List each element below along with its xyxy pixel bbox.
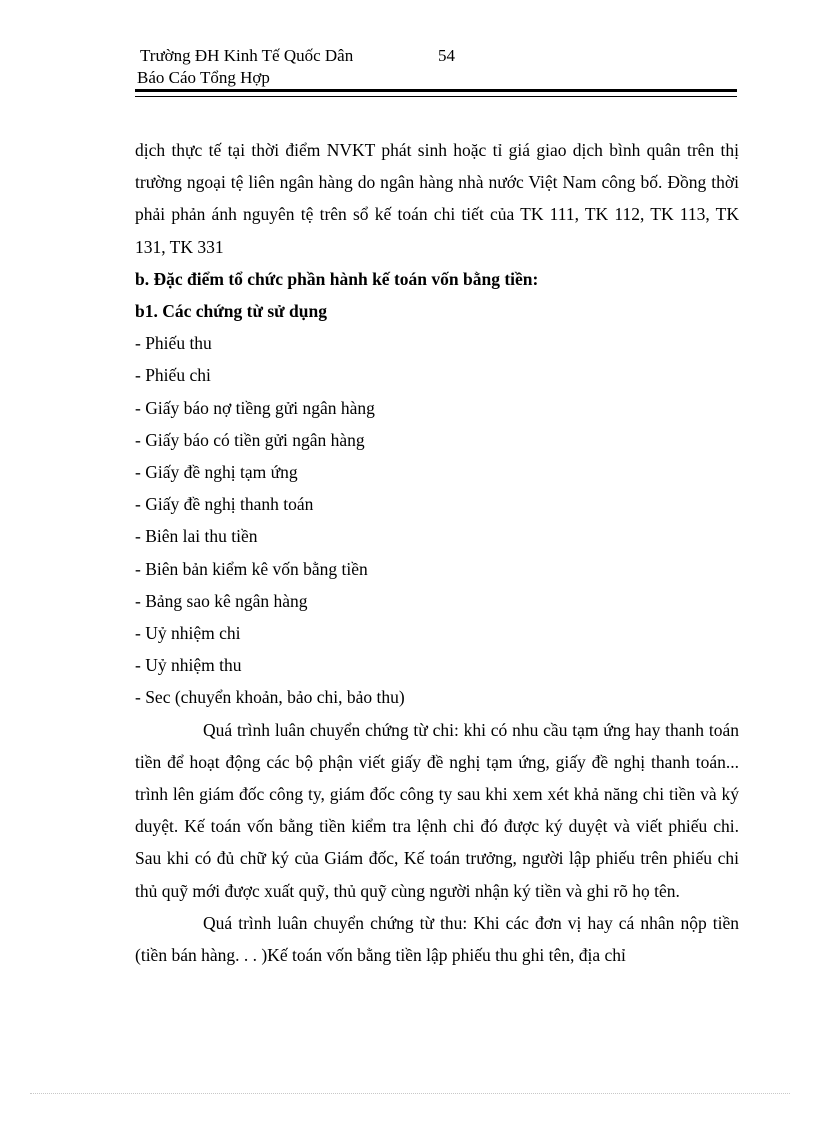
list-item: - Giấy báo có tiền gửi ngân hàng xyxy=(135,429,365,450)
list-item: - Phiếu chi xyxy=(135,365,211,386)
section-heading-b: b. Đặc điểm tổ chức phần hành kế toán vốn bằng tiền: xyxy=(135,268,539,289)
header-school-name: Trường ĐH Kinh Tế Quốc Dân xyxy=(140,46,354,65)
list-item: - Sec (chuyển khoản, bảo chi, bảo thu) xyxy=(135,687,405,708)
list-item: - Uỷ nhiệm thu xyxy=(135,655,242,676)
header-divider xyxy=(135,89,737,97)
document-body xyxy=(135,134,739,971)
paragraph-payment-flow: Quá trình luân chuyển chứng từ chi: khi có nhu cầu tạm ứng hay thanh toán tiền để hoạt động các bộ phận viết giấy đề nghị tạm ứng, giấy đề nghị thanh toán... trình lên giám đốc công ty, giám đốc công ty sau khi xem xét khả năng chi tiền và ký duyệt. Kế toán vốn bằng tiền kiểm tra lệnh chi đó được ký duyệt và viết phiếu chi. Sau khi có đủ chữ ký của Giám đốc, Kế toán trưởng, người lập phiếu trên phiếu chi thủ quỹ mới được xuất quỹ, thủ quỹ cùng người nhận ký tiền và ghi rõ họ tên. xyxy=(135,719,739,901)
list-item: - Uỷ nhiệm chi xyxy=(135,623,241,644)
list-item: - Giấy báo nợ tiềng gửi ngân hàng xyxy=(135,397,375,418)
list-item: - Giấy đề nghị tạm ứng xyxy=(135,462,298,483)
list-item: - Biên lai thu tiền xyxy=(135,526,258,547)
footer-divider xyxy=(30,1093,790,1094)
paragraph-receipt-flow: Quá trình luân chuyển chứng từ thu: Khi các đơn vị hay cá nhân nộp tiền (tiền bán hàng. . . )Kế toán vốn bằng tiền lập phiếu thu ghi tên, địa chỉ xyxy=(135,912,739,966)
header-report-title: Báo Cáo Tổng Hợp xyxy=(137,68,270,87)
intro-paragraph: dịch thực tế tại thời điểm NVKT phát sinh hoặc tỉ giá giao dịch bình quân trên thị trường ngoại tệ liên ngân hàng do ngân hàng nhà nước Việt Nam công bố. Đồng thời phải phản ánh nguyên tệ trên sổ kế toán chi tiết của TK 111, TK 112, TK 113, TK 131, TK 331 xyxy=(135,140,739,257)
list-item: - Biên bản kiểm kê vốn bằng tiền xyxy=(135,558,368,579)
list-item: - Giấy đề nghị thanh toán xyxy=(135,494,314,515)
list-item: - Phiếu thu xyxy=(135,333,212,354)
list-item: - Bảng sao kê ngân hàng xyxy=(135,590,308,611)
page-number: 54 xyxy=(438,46,455,65)
section-heading-b1: b1. Các chứng từ sử dụng xyxy=(135,301,327,322)
documents-list xyxy=(135,327,739,713)
